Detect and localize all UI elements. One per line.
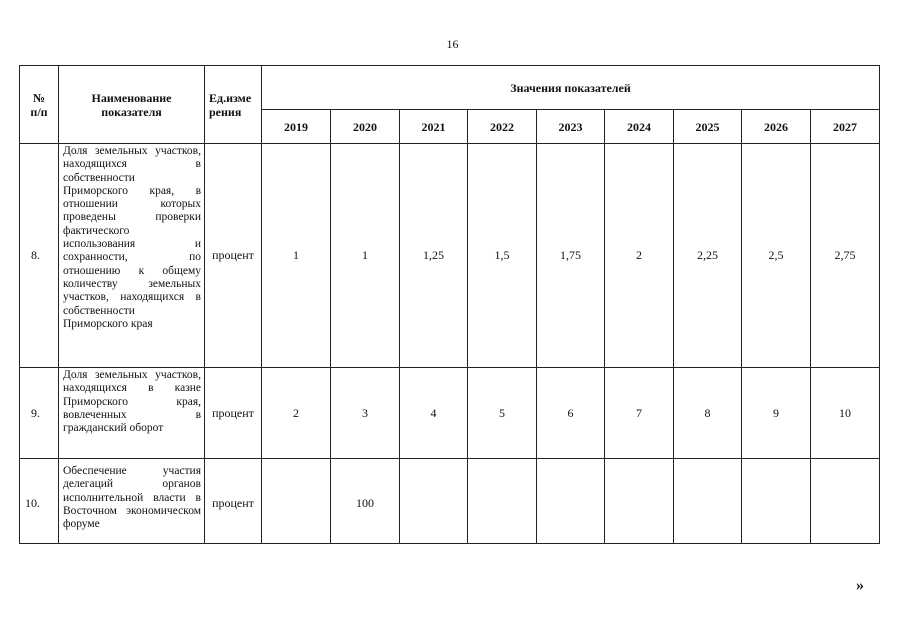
- value-cell: 7: [605, 368, 674, 459]
- row-number: 10.: [20, 459, 59, 544]
- table-row: [20, 144, 880, 368]
- year-header: 2019: [262, 110, 331, 144]
- year-header: 2027: [811, 110, 880, 144]
- row-number: 8.: [20, 144, 59, 368]
- header-values: [262, 66, 880, 110]
- table-row: [20, 459, 880, 544]
- value-cell: 8: [674, 368, 742, 459]
- header-name-label: Наименование показателя: [91, 90, 172, 119]
- year-header: 2026: [742, 110, 811, 144]
- year-header: 2024: [605, 110, 674, 144]
- header-no-label: № п/п: [30, 90, 48, 119]
- year-header: 2022: [468, 110, 537, 144]
- indicator-name: Доля земельных участков, находящихся в казне Приморского края, вовлеченных в гражданский оборот: [59, 368, 205, 459]
- indicator-name: Доля земельных участков, находящихся в собственности Приморского края, в отношении которых проведены проверки фактического использования и сохранности, по отношению к общему количеству земельных участков, находящихся в собственности Приморского края: [59, 144, 205, 368]
- year-header: 2021: [400, 110, 468, 144]
- row-number: 9.: [20, 368, 59, 459]
- header-values-label: Значения показателей: [510, 80, 631, 95]
- value-cell: [262, 459, 331, 544]
- value-cell: 2: [262, 368, 331, 459]
- value-cell: [742, 459, 811, 544]
- indicator-name: Обеспечение участия делегаций органов исполнительной власти в Восточном экономическом форуме: [59, 459, 205, 544]
- value-cell: [674, 459, 742, 544]
- header-unit-label: Ед.изме рения: [209, 90, 252, 119]
- value-cell: 2,5: [742, 144, 811, 368]
- year-header: 2020: [331, 110, 400, 144]
- page-number: 16: [446, 37, 459, 51]
- unit-cell: процент: [205, 368, 262, 459]
- value-cell: 10: [811, 368, 880, 459]
- indicators-table: [19, 65, 880, 544]
- value-cell: 9: [742, 368, 811, 459]
- value-cell: 1: [262, 144, 331, 368]
- value-cell: 100: [331, 459, 400, 544]
- year-header: 2025: [674, 110, 742, 144]
- value-cell: [400, 459, 468, 544]
- year-header: 2023: [537, 110, 605, 144]
- unit-cell: процент: [205, 144, 262, 368]
- value-cell: [605, 459, 674, 544]
- value-cell: 2,75: [811, 144, 880, 368]
- closing-quote-mark: »: [856, 577, 864, 594]
- header-unit: [205, 66, 262, 144]
- value-cell: 6: [537, 368, 605, 459]
- value-cell: [537, 459, 605, 544]
- unit-cell: процент: [205, 459, 262, 544]
- value-cell: 1,75: [537, 144, 605, 368]
- value-cell: 3: [331, 368, 400, 459]
- table-row: [20, 368, 880, 459]
- value-cell: 1: [331, 144, 400, 368]
- value-cell: 5: [468, 368, 537, 459]
- value-cell: [468, 459, 537, 544]
- value-cell: 2,25: [674, 144, 742, 368]
- value-cell: [811, 459, 880, 544]
- value-cell: 1,5: [468, 144, 537, 368]
- value-cell: 1,25: [400, 144, 468, 368]
- value-cell: 4: [400, 368, 468, 459]
- header-row-top: [20, 66, 880, 110]
- header-no: [20, 66, 59, 144]
- value-cell: 2: [605, 144, 674, 368]
- header-name: [59, 66, 205, 144]
